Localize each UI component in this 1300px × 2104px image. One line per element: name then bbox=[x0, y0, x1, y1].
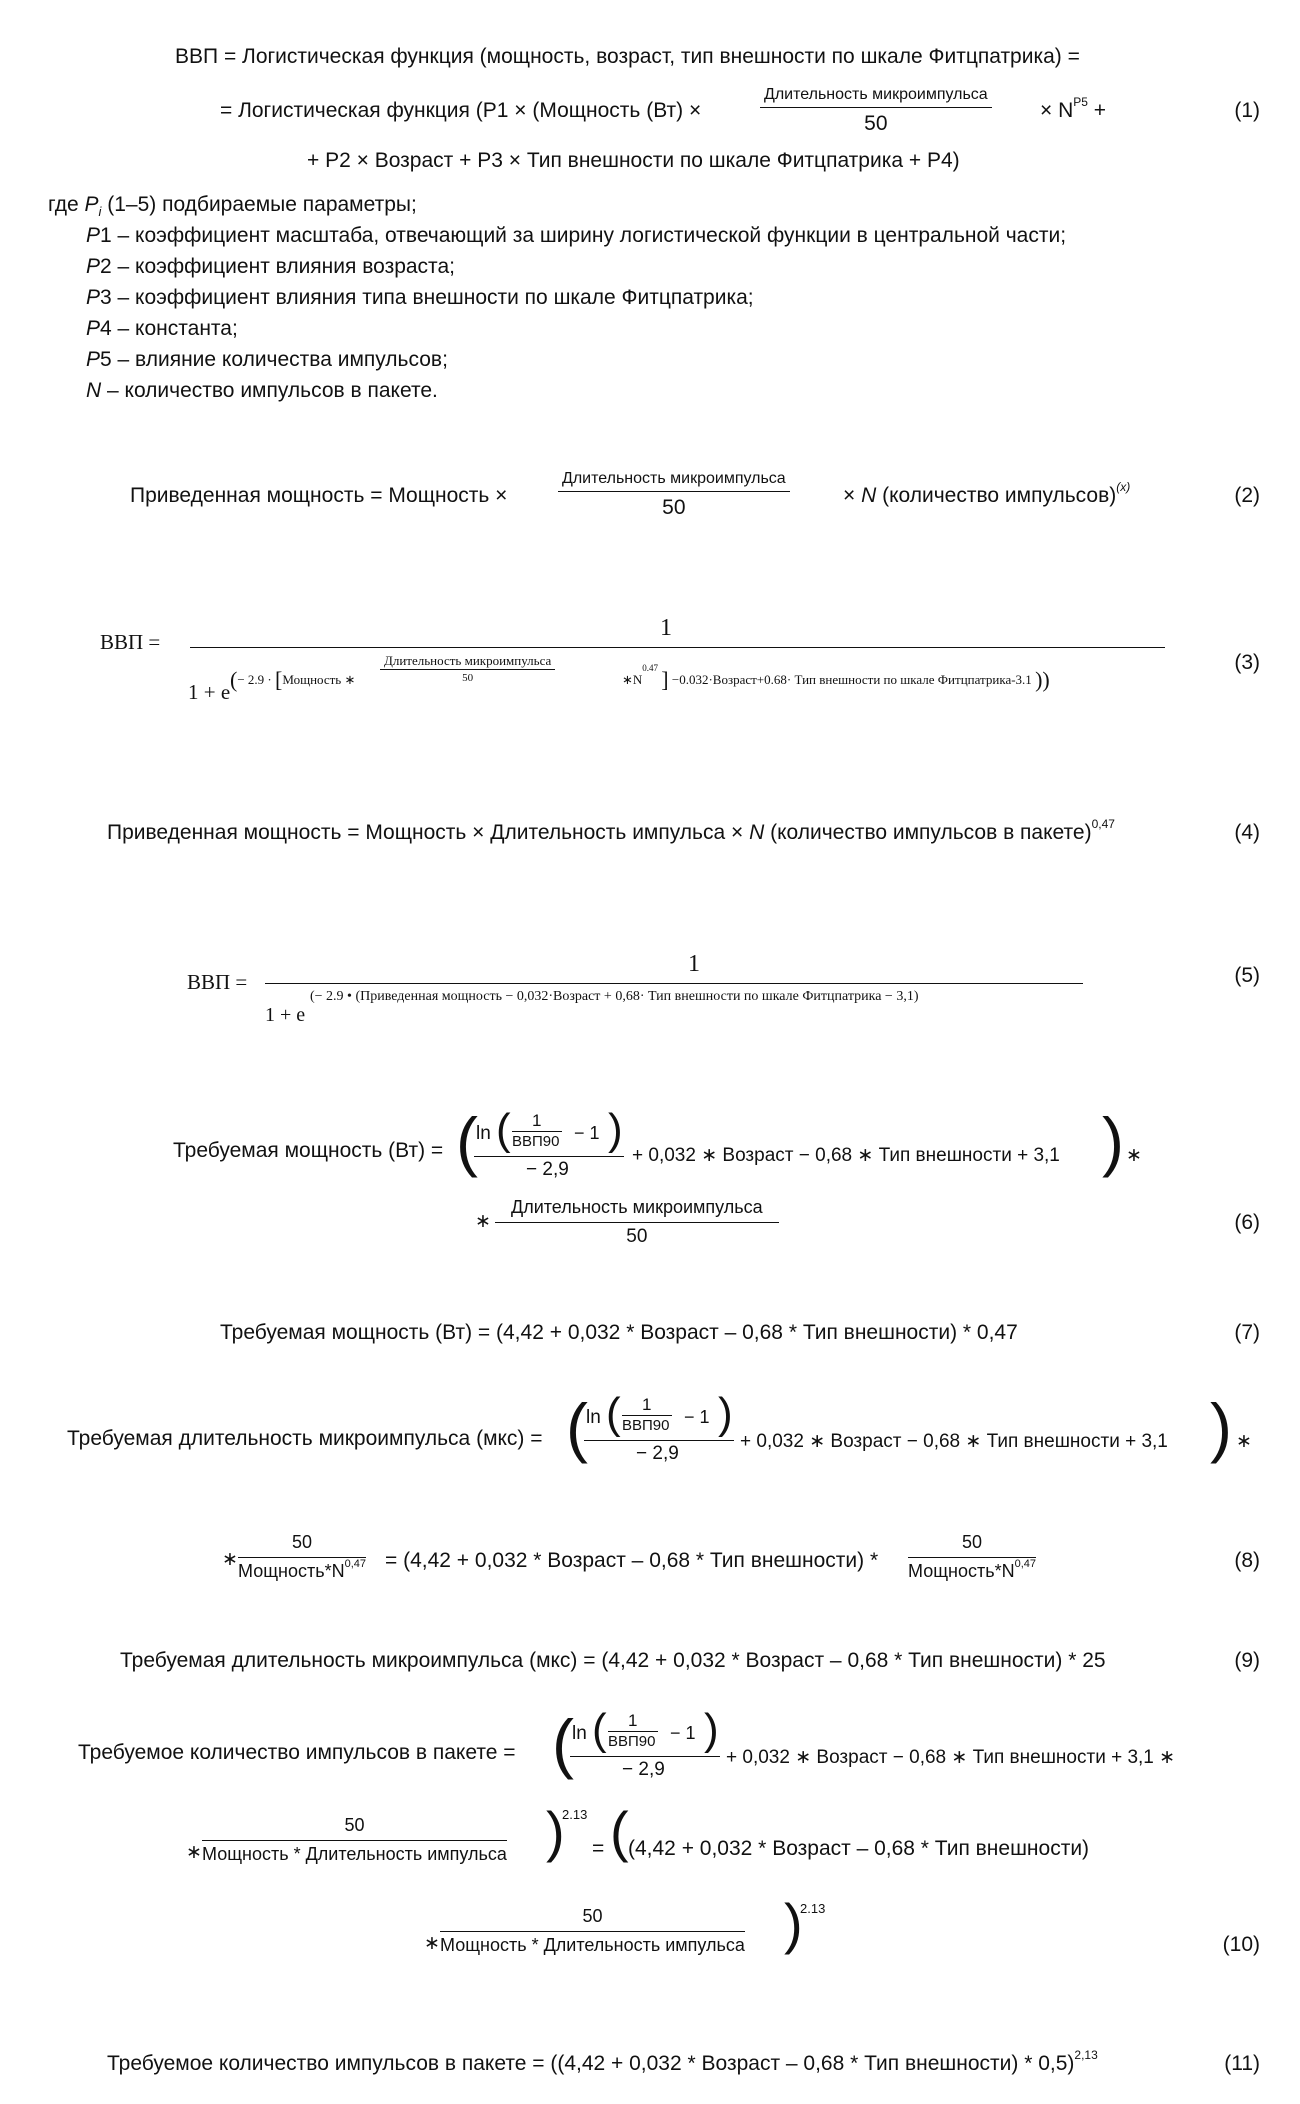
eq3-number: (3) bbox=[1234, 651, 1260, 674]
eq6-minus1: − 1 bbox=[574, 1123, 600, 1143]
eq1-line2-post bbox=[1040, 95, 1107, 122]
eq3-exponent bbox=[230, 666, 356, 692]
eq5-fraction-bar bbox=[265, 983, 1083, 984]
eq10-l2-rhs: (4,42 + 0,032 * Возраст – 0,68 * Тип внешности) bbox=[628, 1837, 1090, 1860]
eq2-n: N bbox=[861, 484, 877, 507]
eq11-body: Требуемое количество импульсов в пакете = ((4,42 + 0,032 * Возраст – 0,68 * Тип внешности) * 0,5) bbox=[107, 2052, 1075, 2075]
eq3-exp-c: ∗N bbox=[622, 672, 643, 687]
eq8-l2-frac2-sup: 0,47 bbox=[1014, 1557, 1037, 1570]
eq3-exp-fraction bbox=[380, 654, 555, 684]
eq6-ln-fraction bbox=[474, 1105, 624, 1180]
eq4-text bbox=[107, 817, 1115, 844]
def-text: – коэффициент влияния типа внешности по шкале Фитцпатрика; bbox=[111, 286, 754, 309]
eq8-number: (8) bbox=[1234, 1549, 1260, 1572]
eq8-star: ∗ bbox=[1236, 1431, 1252, 1452]
def-var: P bbox=[86, 255, 101, 278]
eq8-inner-paren-close: ) bbox=[718, 1389, 733, 1438]
def-var: P bbox=[86, 348, 101, 371]
eq8-l2-frac2-den bbox=[908, 1558, 1036, 1582]
eq6-paren-close: ) bbox=[1102, 1104, 1124, 1178]
eq11-exponent: 2,13 bbox=[1074, 2048, 1098, 2062]
eq10-inner-bar bbox=[608, 1731, 658, 1732]
eq3-exp-frac-num: Длительность микроимпульса bbox=[380, 654, 555, 670]
eq3-numerator: 1 bbox=[660, 615, 672, 641]
def-idx: 2 bbox=[100, 255, 112, 278]
def-item bbox=[86, 318, 238, 339]
eq10-l3-frac-num: 50 bbox=[440, 1907, 745, 1932]
eq8-vvp: ВВП90 bbox=[622, 1417, 670, 1434]
eq10-ln-fraction bbox=[570, 1705, 720, 1780]
eq2-pre: Приведенная мощность = Мощность × bbox=[130, 484, 508, 507]
def-var: P bbox=[86, 317, 101, 340]
eq3-den-base: 1 + e bbox=[188, 680, 231, 704]
eq10-vvp: ВВП90 bbox=[608, 1733, 656, 1750]
eq1-line1: ВВП = Логистическая функция (мощность, возраст, тип внешности по шкале Фитцпатрика) = bbox=[175, 45, 1080, 68]
eq8-l2-frac1-den-text: Мощность*N bbox=[238, 1560, 345, 1581]
eq6-line2-star: ∗ bbox=[475, 1211, 491, 1232]
eq8-one: 1 bbox=[642, 1395, 652, 1414]
eq8-l2-frac2-num: 50 bbox=[908, 1533, 1036, 1558]
eq2-times: × bbox=[843, 484, 862, 507]
eq10-l2-frac-den: Мощность * Длительность импульса bbox=[202, 1843, 507, 1864]
eq6-ln-num bbox=[474, 1105, 624, 1156]
eq8-inner-paren-open: ( bbox=[606, 1389, 621, 1438]
eq1-n-term: × N bbox=[1040, 99, 1074, 122]
eq8-ln-fraction bbox=[584, 1389, 734, 1464]
eq3-bracket-open: [ bbox=[275, 667, 283, 692]
def-var: P bbox=[86, 224, 101, 247]
defs-intro bbox=[48, 194, 417, 218]
def-text: – константа; bbox=[111, 317, 238, 340]
eq6-vvp: ВВП90 bbox=[512, 1133, 560, 1150]
eq10-number: (10) bbox=[1222, 1933, 1260, 1956]
eq3-paren-close: )) bbox=[1035, 667, 1050, 692]
eq10-inner-paren-close: ) bbox=[704, 1705, 719, 1754]
defs-intro-post: (1–5) подбираемые параметры; bbox=[101, 193, 417, 216]
eq8-l2-mid: = (4,42 + 0,032 * Возраст – 0,68 * Тип внешности) * bbox=[385, 1549, 879, 1572]
eq1-line3: + Р2 × Возраст + Р3 × Тип внешности по шкале Фитцпатрика + Р4) bbox=[307, 149, 960, 172]
eq3-exp-frac-den: 50 bbox=[462, 672, 474, 685]
eq10-l3-frac-den: Мощность * Длительность импульса bbox=[440, 1934, 745, 1955]
eq3-exp-b: Мощность ∗ bbox=[282, 672, 356, 687]
def-item bbox=[86, 225, 1066, 246]
eq6-one: 1 bbox=[532, 1111, 542, 1130]
eq1-fraction bbox=[760, 86, 992, 135]
eq8-l2-star: ∗ bbox=[222, 1549, 238, 1570]
eq6-den: − 2,9 bbox=[526, 1159, 569, 1180]
eq9-text: Требуемая длительность микроимпульса (мкс) = (4,42 + 0,032 * Возраст – 0,68 * Тип внешности) * 25 bbox=[120, 1649, 1106, 1672]
eq5-lhs: ВВП = bbox=[187, 970, 248, 994]
eq10-l2-star: ∗ bbox=[186, 1842, 202, 1863]
eq5-den-base: 1 + e bbox=[265, 1004, 306, 1026]
def-item bbox=[86, 287, 754, 308]
eq10-one: 1 bbox=[628, 1711, 638, 1730]
eq8-tail: + 0,032 ∗ Возраст − 0,68 ∗ Тип внешности + 3,1 bbox=[740, 1431, 1168, 1452]
eq2-number: (2) bbox=[1234, 484, 1260, 507]
eq3-fraction-bar bbox=[190, 647, 1165, 648]
eq10-l3-fraction bbox=[440, 1907, 745, 1956]
eq6-ln: ln bbox=[476, 1123, 491, 1144]
eq10-l2-fraction bbox=[202, 1816, 507, 1865]
eq5-exponent: (− 2.9 • (Приведенная мощность − 0,032·Возраст + 0,68· Тип внешности по шкале Фитцпатрика − 3,1) bbox=[310, 989, 919, 1004]
defs-intro-var: P bbox=[84, 193, 99, 216]
eq10-l2-rhs-paren: ( bbox=[610, 1800, 629, 1863]
eq6-inner-paren-open: ( bbox=[496, 1105, 511, 1154]
eq11-number: (11) bbox=[1224, 2052, 1260, 2075]
eq3-exp-rest bbox=[622, 663, 1050, 692]
eq6-frac-num: Длительность микроимпульса bbox=[495, 1198, 779, 1223]
eq10-l2-frac-num: 50 bbox=[202, 1816, 507, 1841]
eq6-inner-paren-close: ) bbox=[608, 1105, 623, 1154]
eq4-n: N bbox=[749, 821, 765, 844]
eq2-fraction bbox=[558, 470, 790, 519]
eq1-number: (1) bbox=[1234, 99, 1260, 122]
def-idx: 1 bbox=[100, 224, 112, 247]
eq8-l2-fraction-2 bbox=[908, 1533, 1036, 1582]
eq6-star: ∗ bbox=[1126, 1145, 1142, 1166]
eq6-tail: + 0,032 ∗ Возраст − 0,68 ∗ Тип внешности + 3,1 bbox=[632, 1145, 1060, 1166]
eq8-l2-frac1-den bbox=[238, 1558, 366, 1582]
eq6-frac-den: 50 bbox=[626, 1225, 648, 1247]
eq6-line2-fraction bbox=[495, 1198, 779, 1248]
eq3-bracket-close: ] bbox=[661, 667, 669, 692]
eq10-tail: + 0,032 ∗ Возраст − 0,68 ∗ Тип внешности + 3,1 ∗ bbox=[726, 1747, 1176, 1768]
def-item bbox=[86, 256, 455, 277]
eq8-l2-fraction-1 bbox=[238, 1533, 366, 1582]
eq8-den: − 2,9 bbox=[636, 1443, 679, 1464]
eq1-plus: + bbox=[1093, 99, 1107, 122]
eq10-lhs: Требуемое количество импульсов в пакете = bbox=[78, 1741, 516, 1764]
eq10-minus1: − 1 bbox=[670, 1723, 696, 1743]
eq8-paren-close: ) bbox=[1210, 1390, 1232, 1464]
eq10-paren-open: ( bbox=[552, 1706, 574, 1780]
eq10-ln-num bbox=[570, 1705, 720, 1756]
def-idx: 5 bbox=[100, 348, 112, 371]
eq2-post bbox=[843, 480, 1131, 507]
def-text: – коэффициент масштаба, отвечающий за ширину логистической функции в центральной части; bbox=[111, 224, 1067, 247]
eq8-minus1: − 1 bbox=[684, 1407, 710, 1427]
eq1-frac-den: 50 bbox=[864, 111, 888, 135]
eq2-exponent: (x) bbox=[1116, 480, 1131, 494]
eq1-line2-pre: = Логистическая функция (Р1 × (Мощность (Вт) × bbox=[220, 99, 702, 122]
eq6-bar bbox=[474, 1156, 624, 1157]
def-text: – коэффициент влияния возраста; bbox=[111, 255, 455, 278]
eq10-ln: ln bbox=[572, 1723, 587, 1744]
def-idx: 3 bbox=[100, 286, 112, 309]
eq5-number: (5) bbox=[1234, 964, 1260, 987]
def-var: P bbox=[86, 286, 101, 309]
eq3-exp-c-sup: 0.47 bbox=[642, 663, 659, 673]
eq10-l3-sup: 2.13 bbox=[800, 1901, 826, 1916]
eq6-inner-bar bbox=[512, 1131, 562, 1132]
eq2-frac-num: Длительность микроимпульса bbox=[558, 470, 790, 492]
eq6-number: (6) bbox=[1234, 1211, 1260, 1234]
eq8-ln: ln bbox=[586, 1407, 601, 1428]
def-idx: 4 bbox=[100, 317, 112, 340]
eq4-pre: Приведенная мощность = Мощность × Длительность импульса × bbox=[107, 821, 750, 844]
def-text: – количество импульсов в пакете. bbox=[101, 379, 438, 402]
eq1-frac-num: Длительность микроимпульса bbox=[760, 86, 992, 108]
eq2-post-text: (количество импульсов) bbox=[876, 484, 1117, 507]
eq7-text: Требуемая мощность (Вт) = (4,42 + 0,032 * Возраст – 0,68 * Тип внешности) * 0,47 bbox=[220, 1321, 1018, 1344]
eq1-n-exponent: P5 bbox=[1073, 95, 1088, 109]
eq10-l3-paren-close: ) bbox=[784, 1892, 803, 1955]
eq10-den: − 2,9 bbox=[622, 1759, 665, 1780]
eq8-paren-open: ( bbox=[566, 1390, 588, 1464]
eq3-lhs: ВВП = bbox=[100, 630, 161, 654]
eq10-l3-star: ∗ bbox=[424, 1933, 440, 1954]
eq10-l2-paren-close: ) bbox=[546, 1800, 565, 1863]
eq8-inner-bar bbox=[622, 1415, 672, 1416]
eq11-text bbox=[107, 2048, 1098, 2075]
def-text: – влияние количества импульсов; bbox=[111, 348, 448, 371]
eq8-ln-num bbox=[584, 1389, 734, 1440]
eq3-exp-a: − 2.9 · bbox=[237, 672, 272, 687]
eq7-number: (7) bbox=[1234, 1321, 1260, 1344]
eq3-paren-open: ( bbox=[230, 667, 238, 692]
eq9-number: (9) bbox=[1234, 1649, 1260, 1672]
eq8-l2-frac2-den-text: Мощность*N bbox=[908, 1560, 1015, 1581]
eq10-l2-sup: 2.13 bbox=[562, 1807, 588, 1822]
def-item bbox=[86, 349, 448, 370]
def-item bbox=[86, 380, 438, 401]
eq6-lhs: Требуемая мощность (Вт) = bbox=[173, 1139, 444, 1162]
eq5-numerator: 1 bbox=[688, 951, 700, 977]
eq10-bar bbox=[570, 1756, 720, 1757]
eq8-l2-frac1-num: 50 bbox=[238, 1533, 366, 1558]
eq6-paren-open: ( bbox=[456, 1104, 478, 1178]
eq2-frac-den: 50 bbox=[662, 495, 686, 519]
eq8-bar bbox=[584, 1440, 734, 1441]
eq10-inner-paren-open: ( bbox=[592, 1705, 607, 1754]
eq3-exp-d: −0.032·Возраст+0.68· Тип внешности по шкале Фитцпатрика-3.1 bbox=[671, 672, 1032, 687]
eq4-exponent: 0,47 bbox=[1091, 817, 1115, 831]
def-var: N bbox=[86, 379, 102, 402]
defs-intro-sub: i bbox=[98, 204, 102, 220]
eq8-lhs: Требуемая длительность микроимпульса (мкс) = bbox=[67, 1427, 543, 1450]
defs-intro-pre: где bbox=[48, 193, 85, 216]
eq4-post: (количество импульсов в пакете) bbox=[764, 821, 1092, 844]
eq4-number: (4) bbox=[1234, 821, 1260, 844]
eq8-l2-frac1-sup: 0,47 bbox=[344, 1557, 367, 1570]
eq10-l2-eq: = bbox=[592, 1837, 605, 1860]
